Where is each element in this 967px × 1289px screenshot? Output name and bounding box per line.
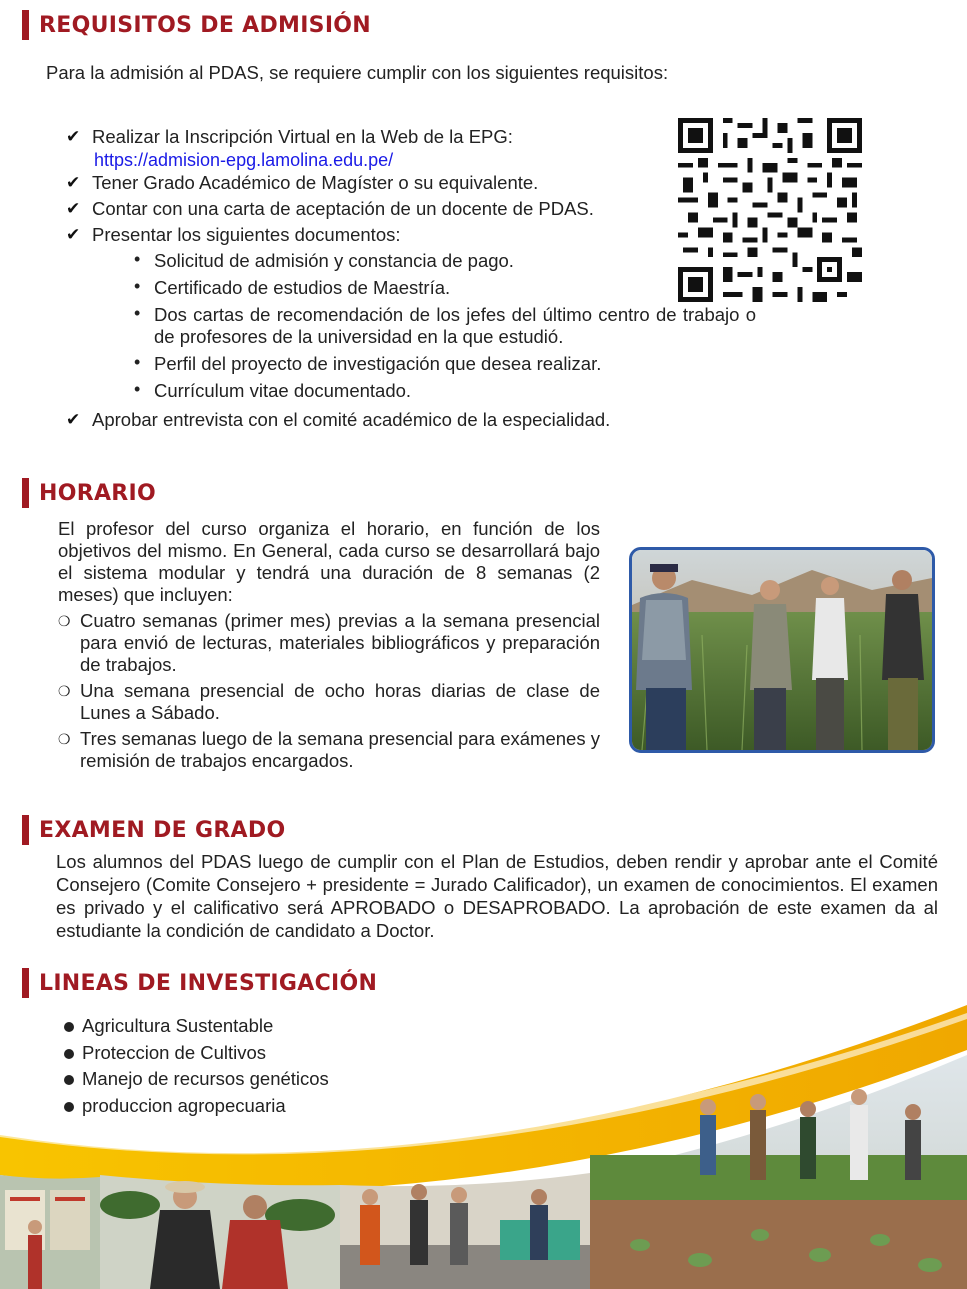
bullet-icon: • — [134, 276, 141, 296]
exam-title: EXAMEN DE GRADO — [39, 817, 286, 843]
exam-heading — [22, 815, 285, 845]
document-item: • Currículum vitae documentado. — [134, 379, 412, 401]
check-icon: ✔ — [66, 173, 81, 192]
schedule-item: ❍ Cuatro semanas (primer mes) previas a la semana presencial para envió de lecturas, materiales bibliográficos y preparación de trabajos. — [58, 610, 600, 675]
requirement-item — [66, 124, 756, 170]
ring-bullet-icon: ❍ — [58, 613, 71, 629]
research-line-item: Agricultura Sustentable — [60, 1013, 460, 1040]
admission-intro: Para la admisión al PDAS, se requiere cumplir con los siguientes requisitos: — [46, 62, 669, 83]
bullet-icon — [64, 1102, 74, 1112]
requirement-text: Contar con una carta de aceptación de un docente de PDAS. — [92, 198, 594, 219]
field-photo — [629, 547, 935, 753]
qr-code-icon[interactable] — [678, 118, 862, 302]
research-heading — [22, 968, 377, 998]
heading-bar — [22, 10, 29, 40]
ring-bullet-icon: ❍ — [58, 683, 71, 699]
bullet-icon — [64, 1022, 74, 1032]
check-icon: ✔ — [66, 225, 81, 244]
bullet-icon: • — [134, 249, 141, 269]
bullet-icon — [64, 1049, 74, 1059]
heading-bar — [22, 968, 29, 998]
schedule-intro: El profesor del curso organiza el horario, en función de los objetivos del mismo. En General, cada curso se desarrollará bajo el sistema modular y tendrá una duración de 8 semanas (2 meses) que incluyen: — [58, 518, 600, 605]
bullet-icon: • — [134, 352, 141, 372]
research-lines — [60, 1013, 460, 1119]
requirement-item — [66, 170, 756, 196]
schedule-item: ❍ Tres semanas luego de la semana presencial para exámenes y remisión de trabajos encargados. — [58, 728, 600, 771]
document-item: • Perfil del proyecto de investigación que desea realizar. — [134, 352, 602, 374]
admission-requirements — [66, 124, 756, 433]
document-item: • Solicitud de admisión y constancia de pago. — [134, 249, 514, 271]
check-icon: ✔ — [66, 199, 81, 218]
schedule-heading — [22, 478, 156, 508]
bullet-icon: • — [134, 303, 141, 323]
field-photo-image — [632, 550, 932, 750]
requirement-item — [66, 407, 756, 433]
admission-title: REQUISITOS DE ADMISIÓN — [39, 12, 372, 38]
schedule-title: HORARIO — [39, 480, 157, 506]
requirement-text: Tener Grado Académico de Magíster o su equivalente. — [92, 172, 539, 193]
ring-bullet-icon: ❍ — [58, 731, 71, 747]
heading-bar — [22, 478, 29, 508]
requirement-item — [66, 196, 756, 222]
admission-heading — [22, 10, 371, 40]
document-item: • Certificado de estudios de Maestría. — [134, 276, 451, 298]
exam-body: Los alumnos del PDAS luego de cumplir con el Plan de Estudios, deben rendir y aprobar ante el Comité Consejero (Comite Consejero + presidente = Jurado Calificador), un examen de conocimientos. El examen es privado y el calificativo será APROBADO o DESAPROBADO. La aprobación de este examen da al estudiante la condición de candidato a Doctor. — [56, 851, 938, 941]
research-line-item: Manejo de recursos genéticos — [60, 1066, 460, 1093]
check-icon: ✔ — [66, 127, 81, 146]
bullet-icon — [64, 1075, 74, 1085]
requirement-text: Aprobar entrevista con el comité académico de la especialidad. — [92, 409, 611, 430]
admission-link[interactable]: https://admision-epg.lamolina.edu.pe/ — [94, 150, 394, 170]
research-line-item: Proteccion de Cultivos — [60, 1040, 460, 1067]
document-item: • Dos cartas de recomendación de los jefes del último centro de trabajo o de profesores de la universidad en la que estudió. — [134, 303, 756, 347]
schedule-item: ❍ Una semana presencial de ocho horas diarias de clase de Lunes a Sábado. — [58, 680, 600, 723]
requirement-item — [66, 222, 756, 402]
research-title: LINEAS DE INVESTIGACIÓN — [39, 970, 378, 996]
research-line-item: produccion agropecuaria — [60, 1093, 460, 1120]
requirement-text: Presentar los siguientes documentos: — [92, 224, 401, 245]
schedule-items — [58, 610, 600, 776]
bullet-icon: • — [134, 379, 141, 399]
documents-list — [92, 250, 756, 402]
requirement-text: Realizar la Inscripción Virtual en la Web de la EPG: — [92, 126, 513, 147]
check-icon: ✔ — [66, 410, 81, 429]
heading-bar — [22, 815, 29, 845]
